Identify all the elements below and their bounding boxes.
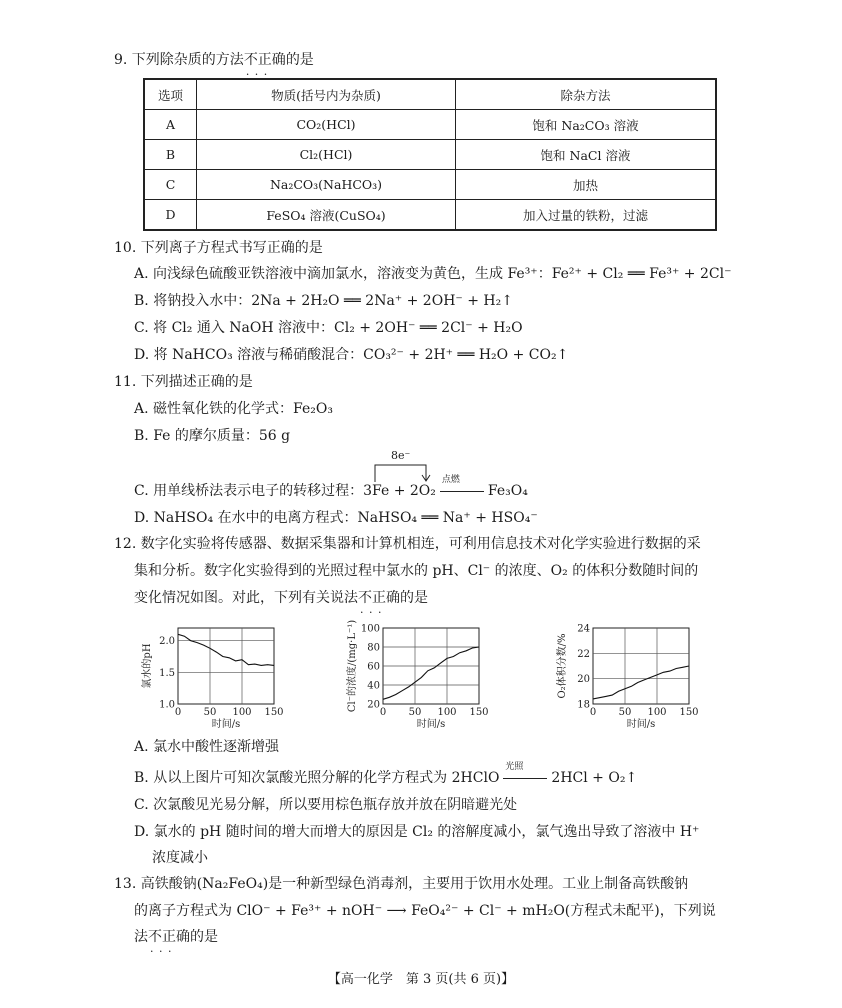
table-cell: FeSO₄ 溶液(CuSO₄) (197, 200, 456, 231)
y-tick-label: 20 (367, 699, 380, 711)
table-cell: Cl₂(HCl) (197, 140, 456, 170)
q11-option-a: A. 磁性氧化铁的化学式：Fe₂O₃ (134, 401, 333, 417)
page-footer: 【高一化学 第 3 页(共 6 页)】 (327, 972, 515, 987)
q9-stem (114, 50, 314, 70)
x-tick-label: 150 (679, 707, 699, 718)
electron-transfer-label: 8e⁻ (391, 449, 411, 462)
table-cell: B (144, 140, 197, 170)
y-tick-label: 1.0 (159, 699, 175, 711)
q12-option-d-line-1: D. 氯水的 pH 随时间的增大而增大的原因是 Cl₂ 的溶解度减小，氯气逸出导致了溶液中 H⁺ (134, 824, 700, 840)
table-header: 物质(括号内为杂质) (197, 79, 456, 110)
x-tick-label: 150 (469, 707, 489, 718)
series-line (593, 666, 689, 699)
table-header: 选项 (144, 79, 197, 110)
reaction-arrow-line (440, 491, 484, 492)
x-tick-label: 100 (647, 707, 667, 718)
condition-label: 点燃 (441, 475, 460, 485)
y-tick-label: 20 (577, 674, 590, 686)
q13-stem-line-1: 13. 高铁酸钠(Na₂FeO₄)是一种新型绿色消毒剂，主要用于饮用水处理。工业上制备高铁酸钠 (114, 876, 689, 892)
reaction-arrow-line (503, 778, 547, 779)
q9-emphasis: 不正确 · · · (244, 52, 286, 68)
q10-option-d: D. 将 NaHCO₃ 溶液与稀硝酸混合：CO₃²⁻ + 2H⁺ ══ H₂O + CO₂↑ (134, 347, 569, 363)
condition-label: 光照 (505, 762, 524, 772)
y-tick-label: 24 (577, 623, 590, 635)
chart-o2-fraction (555, 618, 725, 730)
q10-stem: 10. 下列离子方程式书写正确的是 (114, 240, 323, 256)
table-cell: 饱和 NaCl 溶液 (456, 140, 717, 170)
x-tick-label: 0 (379, 707, 387, 718)
q9-stem-pre: 9. 下列除杂质的方法 (114, 52, 244, 68)
q12-stem-line-2: 集和分析。数字化实验得到的光照过程中氯水的 pH、Cl⁻ 的浓度、O₂ 的体积分数随时间的 (134, 563, 699, 579)
x-tick-label: 0 (174, 707, 182, 718)
y-axis-label: Cl⁻的浓度/(mg·L⁻¹) (347, 619, 358, 713)
q10-option-a: A. 向浅绿色硫酸亚铁溶液中滴加氯水，溶液变为黄色，生成 Fe³⁺：Fe²⁺ + Cl₂ ══ Fe³⁺ + 2Cl⁻ (134, 266, 732, 282)
x-axis-label: 时间/s (211, 719, 241, 730)
q11-stem: 11. 下列描述正确的是 (114, 374, 253, 390)
x-tick-label: 50 (618, 707, 632, 718)
table-cell: Na₂CO₃(NaHCO₃) (197, 170, 456, 200)
table-cell: 加热 (456, 170, 717, 200)
table-row (144, 200, 716, 231)
q10-option-c: C. 将 Cl₂ 通入 NaOH 溶液中：Cl₂ + 2OH⁻ ══ 2Cl⁻ + H₂O (134, 320, 523, 336)
q13-stem-pre: 法 (134, 929, 148, 945)
x-tick-label: 50 (203, 707, 217, 718)
table-cell: C (144, 170, 197, 200)
y-tick-label: 2.0 (159, 636, 175, 648)
table-header: 除杂方法 (456, 79, 717, 110)
q12-stem-post: 的是 (400, 590, 428, 606)
y-tick-label: 40 (367, 680, 380, 692)
x-tick-label: 150 (264, 707, 284, 718)
chart-cl-concentration (345, 618, 515, 730)
table-cell: 加入过量的铁粉，过滤 (456, 200, 717, 231)
q9-table (143, 78, 717, 231)
q13-stem-line-3 (134, 927, 218, 947)
x-tick-label: 100 (232, 707, 252, 718)
q11-option-c-product: Fe₃O₄ (487, 483, 528, 499)
q13-stem-line-2: 的离子方程式为 ClO⁻ + Fe³⁺ + nOH⁻ ⟶ FeO₄²⁻ + Cl⁻ + mH₂O(方程式未配平)，下列说 (134, 903, 716, 919)
y-tick-label: 1.5 (159, 667, 175, 679)
q9-stem-post: 的是 (285, 52, 314, 68)
q12-option-a: A. 氯水中酸性逐渐增强 (134, 739, 280, 755)
y-tick-label: 100 (360, 623, 380, 635)
q12-emphasis: 不正确 · · · (358, 590, 400, 606)
table-row (144, 140, 716, 170)
y-axis-label: 氯水的pH (142, 643, 153, 689)
x-tick-label: 50 (408, 707, 422, 718)
q12-option-b-product: 2HCl + O₂↑ (551, 770, 638, 786)
q13-stem-post: 的是 (190, 929, 218, 945)
table-cell: CO₂(HCl) (197, 110, 456, 140)
q12-option-b (134, 762, 638, 788)
q11-option-c (134, 475, 528, 501)
series-line (383, 647, 479, 699)
q12-option-b-text: B. 从以上图片可知次氯酸光照分解的化学方程式为 2HClO (134, 770, 500, 786)
y-tick-label: 80 (367, 642, 380, 654)
q13-emphasis: 不正确 · · · (148, 929, 190, 945)
y-tick-label: 60 (367, 661, 380, 673)
y-tick-label: 22 (577, 648, 590, 660)
series-line (178, 634, 274, 665)
x-tick-label: 100 (437, 707, 457, 718)
plot-frame (178, 628, 274, 704)
table-cell: 饱和 Na₂CO₃ 溶液 (456, 110, 717, 140)
q12-stem-line-1: 12. 数字化实验将传感器、数据采集器和计算机相连，可利用信息技术对化学实验进行数据的采 (114, 536, 701, 552)
q12-option-d-line-2: 浓度减小 (152, 850, 208, 866)
q10-option-b: B. 将钠投入水中：2Na + 2H₂O ══ 2Na⁺ + 2OH⁻ + H₂↑ (134, 293, 513, 309)
q11-option-d: D. NaHSO₄ 在水中的电离方程式：NaHSO₄ ══ Na⁺ + HSO₄⁻ (134, 510, 538, 526)
y-axis-label: O₂体积分数/% (557, 633, 568, 699)
x-axis-label: 时间/s (626, 719, 656, 730)
table-cell: A (144, 110, 197, 140)
table-cell: D (144, 200, 197, 231)
table-row (144, 170, 716, 200)
q11-option-c-text: C. 用单线桥法表示电子的转移过程：3Fe + 2O₂ (134, 483, 436, 499)
plot-frame (593, 628, 689, 704)
reaction-condition (440, 475, 484, 501)
q12-stem-line-3 (134, 588, 428, 608)
chart-ph (140, 618, 310, 730)
x-axis-label: 时间/s (416, 719, 446, 730)
q11-option-b: B. Fe 的摩尔质量：56 g (134, 428, 291, 444)
q12-option-c: C. 次氯酸见光易分解，所以要用棕色瓶存放并放在阴暗避光处 (134, 797, 518, 813)
q12-stem-pre: 变化情况如图。对此，下列有关说法 (134, 590, 358, 606)
x-tick-label: 0 (589, 707, 597, 718)
table-row (144, 110, 716, 140)
y-tick-label: 18 (577, 699, 590, 711)
table-header-row (144, 79, 716, 110)
reaction-condition (503, 762, 547, 788)
